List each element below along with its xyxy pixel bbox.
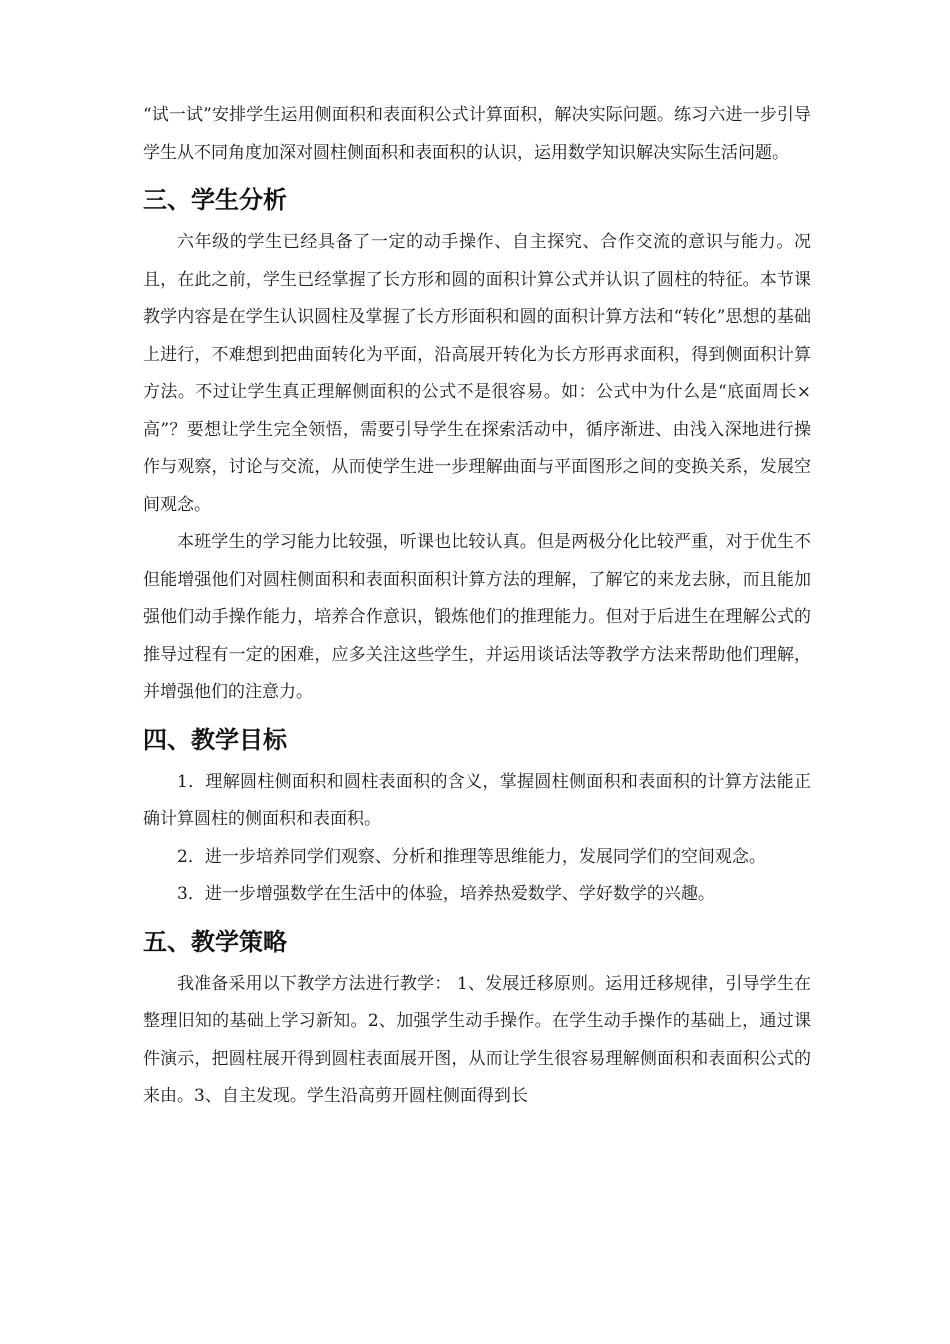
objective-item: 1．理解圆柱侧面积和圆柱表面积的含义，掌握圆柱侧面积和表面积的计算方法能正确计算圆柱的侧面积和表面积。 xyxy=(143,771,811,829)
section-heading: 三、学生分析 xyxy=(143,186,287,214)
section-student-analysis xyxy=(143,172,811,712)
document-body xyxy=(143,97,811,1116)
section-teaching-objectives xyxy=(143,712,811,914)
objective-item: 3．进一步增强数学在生活中的体验，培养热爱数学、学好数学的兴趣。 xyxy=(177,884,715,904)
section-heading: 四、教学目标 xyxy=(143,725,287,754)
intro-paragraph: “试一试”安排学生运用侧面积和表面积公式计算面积，解决实际问题。练习六进一步引导学生从不同角度加深对圆柱侧面积和表面积的认识，运用数学知识解决实际生活问题。 xyxy=(143,105,811,163)
paragraph: 我准备采用以下教学方法进行教学： 1、发展迁移原则。运用迁移规律，引导学生在整理旧知的基础上学习新知。2、加强学生动手操作。在学生动手操作的基础上，通过课件演示，把圆柱展开得到圆柱表面展开图，从而让学生很容易理解侧面积和表面积公式的来由。3、自主发现。学生沿高剪开圆柱侧面得到长 xyxy=(143,973,811,1106)
paragraph: 本班学生的学习能力比较强，听课也比较认真。但是两极分化比较严重，对于优生不但能增强他们对圆柱侧面积和表面积面积计算方法的理解，了解它的来龙去脉，而且能加强他们动手操作能力，培养合作意识，锻炼他们的推理能力。但对于后进生在理解公式的推导过程有一定的困难，应多关注这些学生，并运用谈话法等教学方法来帮助他们理解，并增强他们的注意力。 xyxy=(143,532,811,702)
objective-item: 2．进一步培养同学们观察、分析和推理等思维能力，发展同学们的空间观念。 xyxy=(177,846,766,867)
paragraph: 六年级的学生已经具备了一定的动手操作、自主探究、合作交流的意识与能力。况且，在此之前，学生已经掌握了长方形和圆的面积计算公式并认识了圆柱的特征。本节课教学内容是在学生认识圆柱及掌握了长方形面积和圆的面积计算方法和“转化”思想的基础上进行，不难想到把曲面转化为平面，沿高展开转化为长方形再求面积，得到侧面积计算方法。不过让学生真正理解侧面积的公式不是很容易。如：公式中为什么是“底面周长×高”？要想让学生完全领悟，需要引导学生在探索活动中，循序渐进、由浅入深地进行操作与观察，讨论与交流，从而使学生进一步理解曲面与平面图形之间的变换关系，发展空间观念。 xyxy=(143,232,811,515)
section-teaching-strategy xyxy=(143,914,811,1116)
section-heading: 五、教学策略 xyxy=(143,927,287,956)
